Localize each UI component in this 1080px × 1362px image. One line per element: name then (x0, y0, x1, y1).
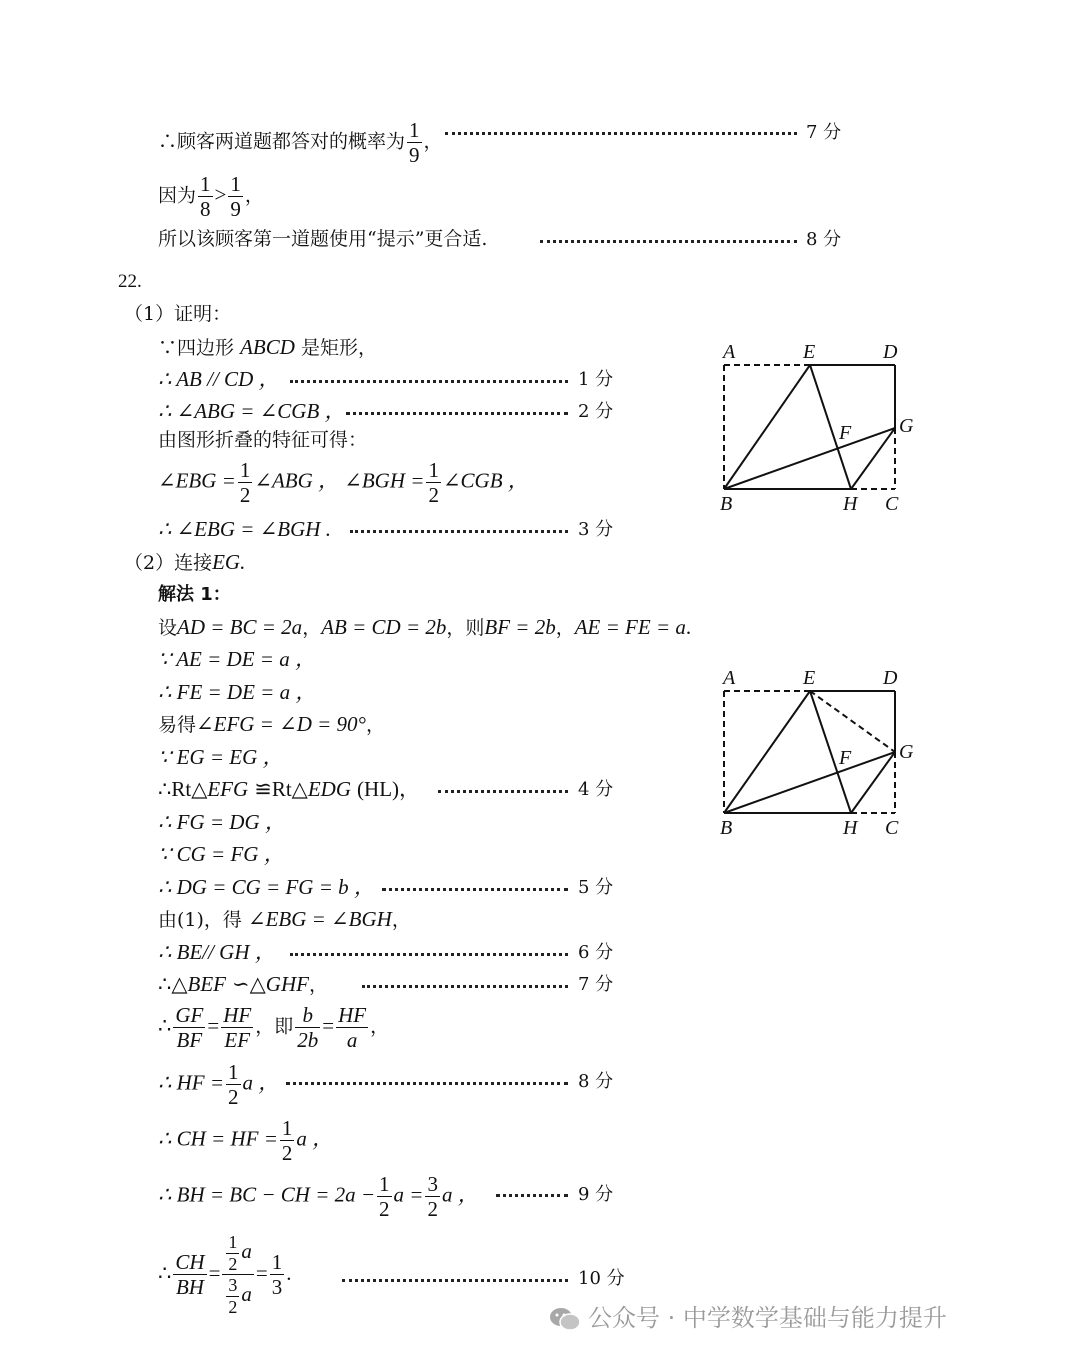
score-1: 1 分 (578, 369, 614, 390)
line-t10: 由(1)，得 ∠EBG = ∠BGH， (158, 907, 411, 931)
score-8: 8 分 (806, 229, 842, 250)
part-1-heading: （1）证明： (124, 303, 232, 325)
score-7b: 7 分 (578, 974, 614, 995)
score-7: 7 分 (806, 122, 842, 143)
dotted-leader (445, 132, 797, 135)
line-t1: 设AD = BC = 2a，AB = CD = 2b，则BF = 2b，AE = FE = a. (158, 615, 692, 639)
fig2-label-h: H (843, 817, 858, 839)
fig1-label-c: C (885, 493, 899, 515)
geometry-figure-1 (715, 340, 920, 515)
score-5: 5 分 (578, 877, 614, 898)
fig2-line-eg (810, 691, 895, 752)
dotted-leader (438, 790, 568, 793)
fig2-line-be (724, 691, 810, 813)
fig2-label-d: D (883, 667, 898, 689)
geometry-figure-2 (715, 666, 920, 841)
dotted-leader (290, 953, 568, 956)
dotted-leader (346, 412, 568, 415)
line-t2: ∵ AE = DE = a ， (158, 647, 316, 671)
line-t3: ∴ FE = DE = a ， (158, 680, 317, 704)
line-t4: 易得∠EFG = ∠D = 90°， (158, 712, 385, 736)
line-t13: ∴ $\frac{GF}{BF}$ = $\frac{HF}{EF}$ ，即 $\frac{b}{2b}$ = $\frac{HF}{a}$ ， (158, 1003, 390, 1053)
fig1-label-f: F (839, 422, 852, 444)
fig1-label-d: D (883, 341, 898, 363)
watermark-text: 公众号 · 中学数学基础与能力提升 (588, 1304, 947, 1332)
fig1-label-h: H (843, 493, 858, 515)
line-probability: ∴顾客两道题都答对的概率为 $\frac{1}{9}$ ， (158, 118, 443, 168)
fraction-one-ninth-b: $\frac{1}{9}$ (230, 172, 241, 222)
line-t15: ∴ CH = HF = $\frac{1}{2}$ a ， (158, 1116, 334, 1166)
line-conclusion: 所以该顾客第一道题使用“提示”更合适. (158, 228, 488, 250)
fig2-label-a: A (723, 667, 736, 689)
line-compare: 因为 $\frac{1}{8}$ > $\frac{1}{9}$ ， (158, 172, 264, 222)
fig2-line-hg (851, 752, 895, 813)
fraction-one-eighth: $\frac{1}{8}$ (200, 172, 211, 222)
fig2-label-c: C (885, 817, 899, 839)
fig1-label-g: G (899, 415, 914, 437)
fig1-label-a: A (723, 341, 736, 363)
line-t17: ∴ $\frac{CH}{BH}$ = $\frac{1}{2}$ a $\frac{3}{2}$ a = $\frac{1}{3}$ . (158, 1232, 292, 1318)
line-t7: ∴ FG = DG ， (158, 810, 286, 834)
score-2: 2 分 (578, 401, 614, 422)
line-s1: ∵四边形 ABCD 是矩形， (158, 335, 377, 359)
score-3: 3 分 (578, 519, 614, 540)
dotted-leader (362, 985, 568, 988)
line-s5: ∠EBG = $\frac{1}{2}$ ∠ABG ， ∠BGH = $\frac{1}{2}$ ∠CGB ， (158, 458, 529, 508)
dotted-leader (290, 380, 568, 383)
line-t9: ∴ DG = CG = FG = b ， (158, 875, 375, 899)
dotted-leader (382, 888, 568, 891)
fig2-label-f: F (839, 747, 852, 769)
score-9: 9 分 (578, 1184, 614, 1205)
dotted-leader (342, 1279, 568, 1282)
dotted-leader (496, 1194, 568, 1197)
fig2-label-g: G (899, 741, 914, 763)
line-s6: ∴ ∠EBG = ∠BGH . (158, 517, 331, 541)
fig1-line-be (724, 365, 810, 489)
fig1-label-b: B (720, 493, 733, 515)
question-number: 22. (118, 271, 142, 292)
line-t14: ∴ HF = $\frac{1}{2}$ a ， (158, 1060, 280, 1110)
line-t11: ∴ BE// GH ， (158, 940, 276, 964)
dotted-leader (540, 240, 797, 243)
line-t8: ∵ CG = FG ， (158, 842, 285, 866)
line-t16: ∴ BH = BC − CH = 2a − $\frac{1}{2}$ a = $\frac{3}{2}$ a ， (158, 1172, 479, 1222)
line-t12: ∴△BEF ∽△GHF， (158, 972, 328, 996)
compound-fraction: $\frac{1}{2}$ a $\frac{3}{2}$ a (222, 1232, 254, 1318)
watermark (548, 1298, 947, 1333)
line-s2: ∴ AB // CD ， (158, 367, 280, 391)
solution-heading: 解法 1： (158, 584, 231, 605)
score-6: 6 分 (578, 942, 614, 963)
line-s4: 由图形折叠的特征可得： (158, 429, 368, 451)
fig1-line-hg (851, 428, 895, 489)
fig1-line-bg (724, 428, 895, 489)
line-t6: ∴Rt△EFG ≌Rt△EDG (HL)， (158, 777, 421, 801)
score-8b: 8 分 (578, 1071, 614, 1092)
fig1-label-e: E (803, 341, 816, 363)
score-10: 10 分 (578, 1268, 625, 1289)
line-t5: ∵ EG = EG ， (158, 745, 284, 769)
score-4: 4 分 (578, 779, 614, 800)
dotted-leader (286, 1082, 568, 1085)
dotted-leader (350, 530, 568, 533)
fraction-one-ninth: $\frac{1}{9}$ (409, 118, 420, 168)
fig2-label-e: E (803, 667, 816, 689)
line-s3: ∴ ∠ABG = ∠CGB ， (158, 399, 346, 423)
fig2-label-b: B (720, 817, 733, 839)
fig2-line-bg (724, 752, 895, 813)
part-2-heading: （2）连接EG. (124, 550, 246, 574)
wechat-icon (548, 1306, 582, 1332)
